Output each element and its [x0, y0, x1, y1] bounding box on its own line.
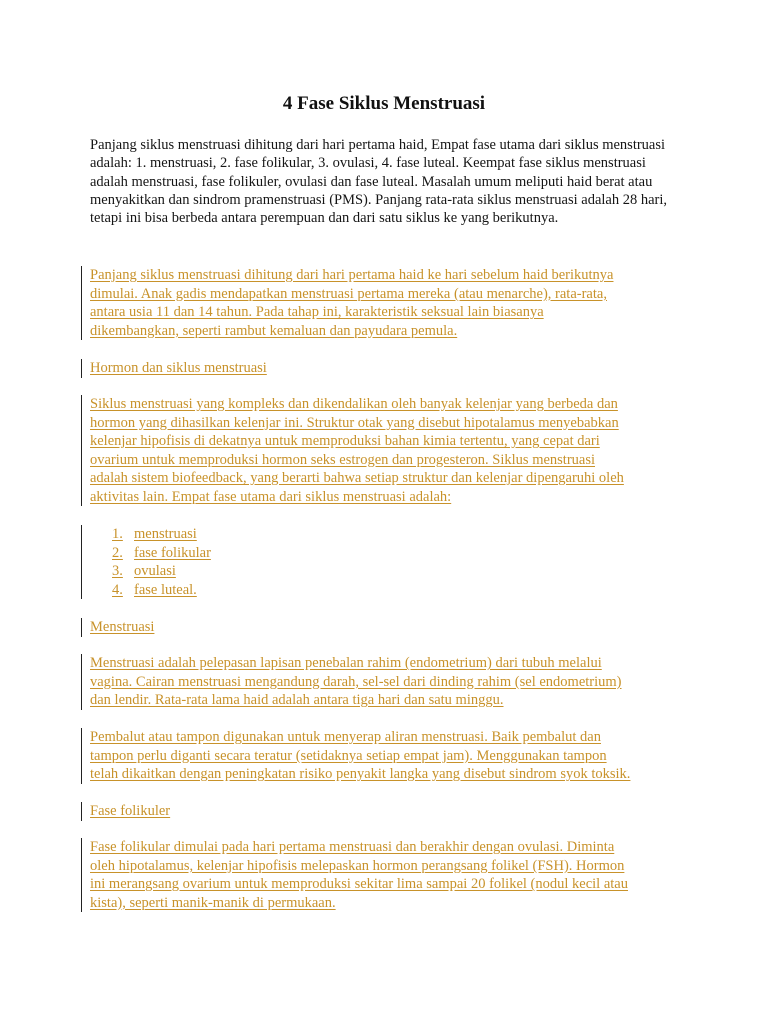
heading-text[interactable]: Menstruasi — [90, 619, 155, 635]
text-line[interactable]: dikembangkan, seperti rambut kemaluan dan payudara pemula. — [90, 322, 458, 339]
text-line[interactable]: Pembalut atau tampon digunakan untuk menyerap aliran menstruasi. Baik pembalut dan — [90, 729, 601, 745]
heading-text[interactable]: Hormon dan siklus menstruasi — [90, 360, 267, 376]
paragraph-menarche[interactable] — [81, 266, 613, 340]
text-line[interactable]: Siklus menstruasi yang kompleks dan dikendalikan oleh banyak kelenjar yang berbeda dan — [90, 396, 618, 412]
text-line[interactable]: ovarium untuk memproduksi hormon seks estrogen dan progesteron. Siklus menstruasi — [90, 451, 596, 468]
list-text[interactable]: menstruasi — [134, 526, 197, 542]
text-line[interactable]: Fase folikular dimulai pada hari pertama menstruasi dan berakhir dengan ovulasi. Diminta — [90, 839, 615, 855]
paragraph-pembalut[interactable] — [81, 728, 630, 784]
text-line[interactable]: antara usia 11 dan 14 tahun. Pada tahap ini, karakteristik seksual lain biasanya — [90, 304, 544, 320]
text-line[interactable]: tampon perlu diganti secara teratur (setidaknya setiap empat jam). Menggunakan tampon — [90, 747, 607, 764]
page-title: 4 Fase Siklus Menstruasi — [282, 93, 486, 114]
text-line[interactable]: kelenjar hipofisis di dekatnya untuk memproduksi bahan kimia tertentu, yang cepat dari — [90, 433, 600, 449]
text-line[interactable]: telah dikaitkan dengan peningkatan risiko penyakit langka yang disebut sindrom syok toksik. — [90, 766, 631, 782]
text-line[interactable]: Panjang siklus menstruasi dihitung dari hari pertama haid ke hari sebelum haid berikutnya — [90, 267, 614, 283]
list-item[interactable] — [90, 562, 211, 581]
text-line[interactable]: kista), seperti manik-manik di permukaan. — [90, 894, 336, 911]
text-line[interactable]: dimulai. Anak gadis mendapatkan menstruasi pertama mereka (atau menarche), rata-rata, — [90, 285, 607, 302]
intro-paragraph: Panjang siklus menstruasi dihitung dari hari pertama haid, Empat fase utama dari siklus menstruasi adalah: 1. menstruasi, 2. fase folikular, 3. ovulasi, 4. fase luteal. Keempat fase siklus menstruasi adalah menstruasi, fase folikuler, ovulasi dan fase luteal. Masalah umum meliputi haid berat atau menyakitkan dan sindrom pramenstruasi (PMS). Panjang rata-rata siklus menstruasi adalah 28 hari, tetapi ini bisa berbeda antara perempuan dan dari satu siklus ke yang berikutnya. — [90, 137, 668, 227]
list-number: 3. — [112, 563, 123, 579]
list-text[interactable]: fase luteal. — [134, 581, 197, 598]
paragraph-hormon[interactable] — [81, 395, 624, 506]
list-item[interactable] — [90, 544, 211, 563]
paragraph-folikular[interactable] — [81, 838, 628, 912]
text-line[interactable]: oleh hipotalamus, kelenjar hipofisis melepaskan hormon perangsang folikel (FSH). Hormon — [90, 857, 625, 874]
text-line[interactable]: Menstruasi adalah pelepasan lapisan penebalan rahim (endometrium) dari tubuh melalui — [90, 655, 602, 671]
list-number: 1. — [112, 526, 123, 542]
list-item[interactable] — [90, 525, 211, 544]
text-line[interactable]: aktivitas lain. Empat fase utama dari siklus menstruasi adalah: — [90, 488, 452, 505]
heading-hormon[interactable] — [81, 359, 267, 378]
text-line[interactable]: adalah sistem biofeedback, yang berarti bahwa setiap struktur dan kelenjar dipengaruhi oleh — [90, 470, 624, 486]
heading-menstruasi[interactable] — [81, 618, 154, 637]
text-line[interactable]: ini merangsang ovarium untuk memproduksi sekitar lima sampai 20 folikel (nodul kecil atau — [90, 876, 628, 892]
list-text[interactable]: ovulasi — [134, 563, 176, 579]
phase-list[interactable] — [81, 525, 211, 599]
text-line[interactable]: vagina. Cairan menstruasi mengandung darah, sel-sel dari dinding rahim (sel endometrium) — [90, 673, 622, 690]
heading-fase-folikuler[interactable] — [81, 802, 170, 821]
heading-text[interactable]: Fase folikuler — [90, 803, 171, 819]
text-line[interactable]: hormon yang dihasilkan kelenjar ini. Struktur otak yang disebut hipotalamus menyebabkan — [90, 414, 619, 431]
text-line[interactable]: dan lendir. Rata-rata lama haid adalah antara tiga hari dan satu minggu. — [90, 692, 504, 708]
list-item[interactable] — [90, 581, 211, 600]
list-number: 4. — [112, 581, 123, 598]
list-number: 2. — [112, 544, 123, 561]
paragraph-menstruasi[interactable] — [81, 654, 622, 710]
list-text[interactable]: fase folikular — [134, 544, 211, 561]
